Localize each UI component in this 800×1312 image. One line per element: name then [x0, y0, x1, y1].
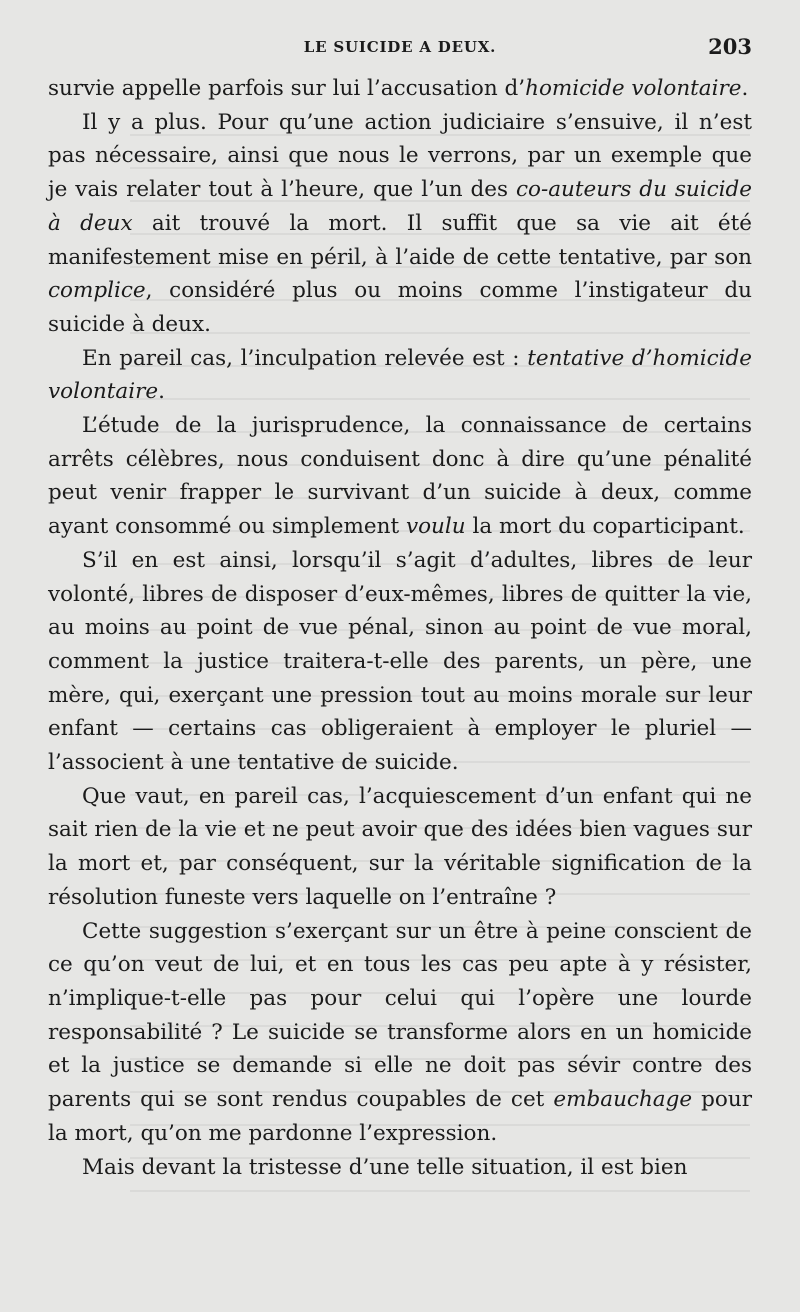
- text-run: ait trouvé la mort. Il suffit que sa vie ait été manifestement mise en péril, à l’aide de cette tentative, par son: [48, 210, 752, 270]
- text-run: Cette suggestion s’exerçant sur un être à peine conscient de ce qu’on veut de lui, et en tous les cas peu apte à y résister, n’implique-t-elle pas pour celui qui l’opère une lourde responsabilité ? Le suicide se transforme alors en un homicide et la justice se demande si elle ne doit pas sévir contre des parents qui se sont rendus coupables de cet: [48, 918, 752, 1113]
- text-run: S’il en est ainsi, lorsqu’il s’agit d’adultes, libres de leur volonté, libres de disposer d’eux-mêmes, libres de quitter la vie, au moins au point de vue pénal, sinon au point de vue moral, comment la justice traitera-t-elle des parents, un père, une mère, qui, exerçant une pression tout au moins morale sur leur enfant — certains cas obligeraient à employer le pluriel — l’associent à une tentative de suicide.: [48, 547, 752, 776]
- paragraph: [48, 780, 752, 915]
- paragraph: [48, 342, 752, 409]
- italic-text: complice: [48, 278, 146, 304]
- paragraph: [48, 106, 752, 342]
- italic-text: embauchage: [553, 1087, 693, 1113]
- text-run: Mais devant la tristesse d’une telle situation, il est bien: [82, 1154, 688, 1180]
- italic-text: voulu: [405, 514, 466, 540]
- paragraph: [48, 1151, 752, 1185]
- text-run: Que vaut, en pareil cas, l’acquiescement d’un enfant qui ne sait rien de la vie et ne peut avoir que des idées bien vagues sur la mort et, par conséquent, sur la véritable signification de la résolution funeste vers laquelle on l’entraîne ?: [48, 783, 752, 910]
- italic-text: homicide volontaire: [525, 76, 742, 101]
- text-run: Il y a plus. Pour qu’une action judiciaire s’ensuive, il n’est pas nécessaire, ainsi que nous le verrons, par un exemple que je vais relater tout à l’heure, que l’un des: [48, 109, 752, 203]
- text-run: .: [158, 379, 165, 405]
- text-run: pour la mort, qu’on me pardonne l’expression.: [48, 1087, 752, 1146]
- text-run: , considéré plus ou moins comme l’instigateur du suicide à deux.: [48, 278, 752, 337]
- body-text: [48, 72, 752, 1184]
- paragraph: [48, 72, 752, 106]
- paragraph: [48, 409, 752, 544]
- paragraph: [48, 544, 752, 780]
- text-run: la mort du coparticipant.: [465, 514, 745, 540]
- paragraph: [48, 915, 752, 1151]
- running-title: LE SUICIDE A DEUX.: [303, 38, 497, 56]
- page-number: 203: [708, 34, 752, 59]
- text-run: L’étude de la jurisprudence, la connaissance de certains arrêts célèbres, nous conduisent donc à dire qu’une pénalité peut venir frapper le survivant d’un suicide à deux, comme ayant consommé ou simplement: [48, 413, 752, 540]
- text-run: survie appelle parfois sur lui l’accusation d’: [48, 76, 526, 101]
- page-header: [48, 36, 752, 66]
- text-run: .: [741, 76, 749, 101]
- text-run: En pareil cas, l’inculpation relevée est :: [82, 345, 528, 371]
- italic-text: tentative d’homicide volontaire: [48, 345, 752, 405]
- italic-text: co-auteurs du suicide à deux: [48, 177, 752, 236]
